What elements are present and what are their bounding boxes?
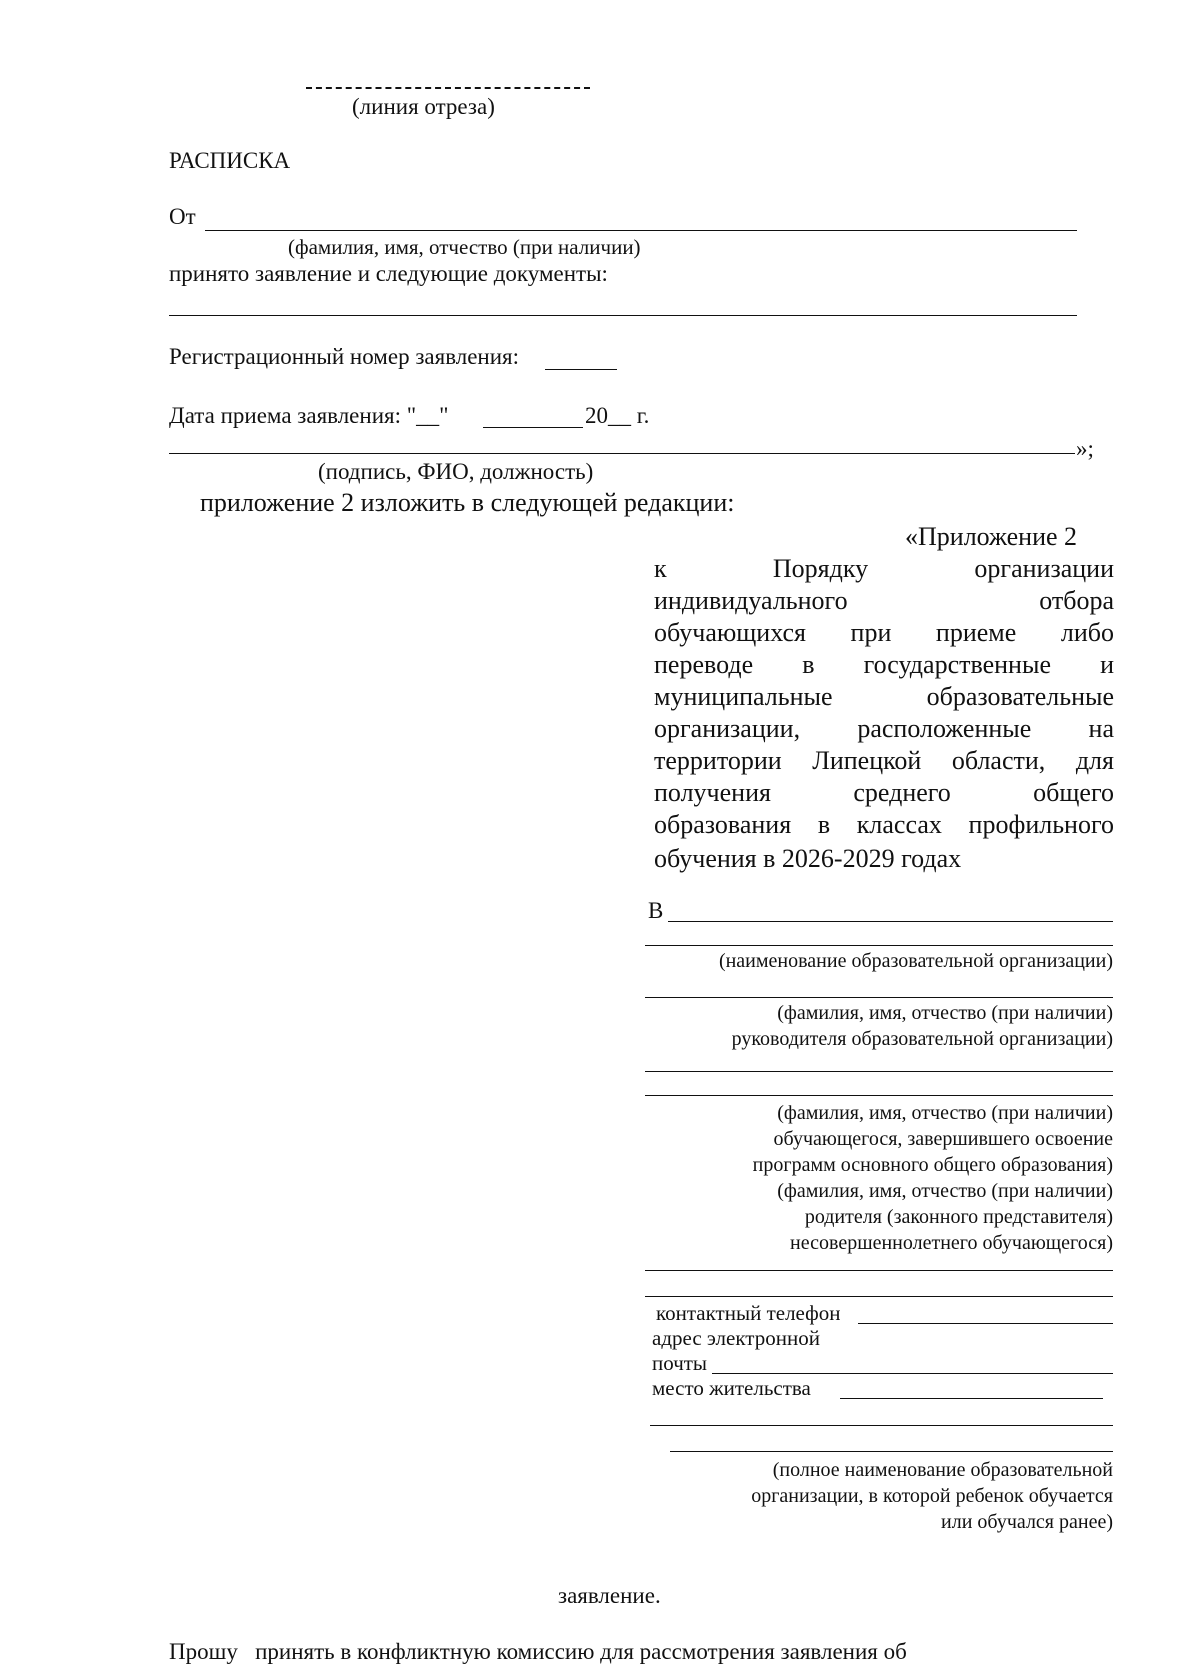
phone-field[interactable] (858, 1323, 1113, 1324)
closing-quote: »; (1076, 436, 1094, 461)
school-caption-line: или обучался ранее) (941, 1511, 1113, 1533)
signature-field[interactable] (169, 453, 1075, 454)
appendix-description (654, 553, 1114, 841)
from-name-field[interactable] (205, 230, 1077, 231)
reg-number-field[interactable] (545, 369, 617, 370)
email-label-2: почты (652, 1351, 708, 1375)
residence-field[interactable] (840, 1398, 1103, 1399)
school-field-2[interactable] (670, 1451, 1113, 1452)
receipt-title: РАСПИСКА (169, 148, 291, 173)
phone-label: контактный телефон (656, 1301, 841, 1325)
date-month-field[interactable] (483, 427, 583, 428)
date-label: Дата приема заявления: "__" (169, 403, 449, 428)
head-caption (600, 1000, 1113, 1052)
parent-name-field[interactable] (645, 1270, 1113, 1271)
date-year: 20__ г. (585, 403, 650, 428)
appendix-line: территории Липецкой области, для (654, 746, 1114, 775)
appendix-last-line: обучения в 2026-2029 годах (654, 844, 962, 873)
to-label: В (648, 898, 664, 923)
appendix-line: обучающихся при приеме либо (654, 618, 1114, 647)
org-name-field[interactable] (668, 921, 1113, 922)
head-caption-line: руководителя образовательной организации) (731, 1028, 1113, 1050)
appendix-line: переводе в государственные и (654, 650, 1114, 679)
appendix-line: организации, расположенные на (654, 714, 1114, 743)
documents-field[interactable] (169, 315, 1077, 316)
appendix-line: индивидуального отбора (654, 586, 1114, 615)
student-caption-line: обучающегося, завершившего освоение (773, 1128, 1113, 1150)
email-label-1: адрес электронной (652, 1326, 820, 1350)
cut-line (306, 87, 590, 89)
email-field[interactable] (712, 1373, 1113, 1374)
school-caption-line: (полное наименование образовательной (772, 1459, 1113, 1481)
student-name-field[interactable] (645, 1071, 1113, 1072)
appendix-line: образования в классах профильного (654, 810, 1114, 839)
student-caption-line: программ основного общего образования) (752, 1154, 1113, 1176)
school-caption-line: организации, в которой ребенок обучается (751, 1485, 1113, 1507)
from-label: От (169, 204, 196, 229)
parent-name-field-2[interactable] (645, 1296, 1113, 1297)
school-field[interactable] (650, 1425, 1113, 1426)
parent-caption-line: родителя (законного представителя) (804, 1206, 1113, 1228)
org-name-field-2[interactable] (645, 945, 1113, 946)
school-caption (600, 1457, 1113, 1535)
appendix-line: получения среднего общего (654, 778, 1114, 807)
head-name-field[interactable] (645, 997, 1113, 998)
appendix-title: «Приложение 2 (905, 522, 1078, 551)
name-caption: (фамилия, имя, отчество (при наличии) (288, 235, 641, 259)
residence-label: место жительства (652, 1376, 811, 1400)
statement-title: заявление. (558, 1583, 661, 1608)
reg-number-label: Регистрационный номер заявления: (169, 344, 520, 369)
student-name-field-2[interactable] (645, 1095, 1113, 1096)
accepted-documents-text: принято заявление и следующие документы: (169, 261, 608, 286)
cut-line-caption: (линия отреза) (352, 94, 495, 119)
student-caption-line: (фамилия, имя, отчество (при наличии) (777, 1102, 1113, 1124)
org-caption: (наименование образовательной организации) (718, 950, 1113, 972)
signature-caption: (подпись, ФИО, должность) (318, 459, 594, 484)
parent-caption-line: несовершеннолетнего обучающегося) (790, 1232, 1113, 1254)
appendix-line: к Порядку организации (654, 554, 1114, 583)
parent-caption-line: (фамилия, имя, отчество (при наличии) (777, 1180, 1113, 1202)
head-caption-line: (фамилия, имя, отчество (при наличии) (777, 1002, 1113, 1024)
student-caption (600, 1100, 1113, 1256)
request-text: Прошу принять в конфликтную комиссию для рассмотрения заявления об (169, 1639, 907, 1664)
appendix-line: муниципальные образовательные (654, 682, 1114, 711)
amendment-text: приложение 2 изложить в следующей редакции: (200, 488, 735, 517)
